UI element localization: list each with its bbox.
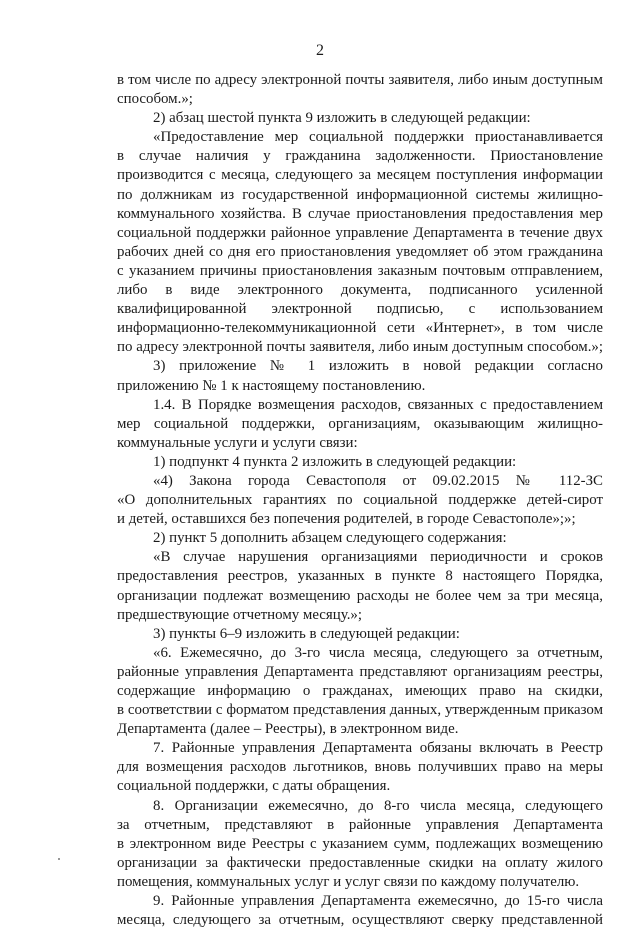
text-line: 3) приложение № 1 изложить в новой редакции согласно: [153, 358, 603, 375]
text-line: 9. Районные управления Департамента ежемесячно, до 15-го числа: [153, 893, 603, 910]
text-line: в электронном виде Реестры с указанием сумм, подлежащих возмещению: [117, 835, 603, 852]
text-line: «6. Ежемесячно, до 3-го числа месяца, следующего за отчетным,: [153, 644, 603, 661]
text-line: «О дополнительных гарантиях по социальной поддержке детей-сирот: [117, 492, 603, 509]
text-line: в соответствии с форматом представления данных, утвержденным приказом: [117, 702, 603, 719]
text-line: 2) пункт 5 дополнить абзацем следующего содержания:: [153, 530, 507, 547]
text-line: социальной поддержки районное управление Департамента в течение двух: [117, 224, 603, 241]
text-line: в случае наличия у гражданина задолженности. Приостановление: [117, 148, 603, 165]
text-line: по адресу электронной почты заявителя, либо иным доступным способом.»;: [117, 339, 603, 356]
text-line: квалифицированной электронной подписью, с использованием: [117, 301, 603, 318]
text-line: Департамента (далее – Реестры), в электронном виде.: [117, 721, 459, 738]
text-line: в том числе по адресу электронной почты заявителя, либо иным доступным: [117, 72, 603, 88]
text-line: 8. Организации ежемесячно, до 8-го числа месяца, следующего: [153, 797, 603, 814]
text-line: «Предоставление мер социальной поддержки приостанавливается: [153, 129, 603, 146]
text-line: 1.4. В Порядке возмещения расходов, связанных с предоставлением: [153, 396, 603, 413]
text-line: районные управления Департамента представляют организациям реестры,: [117, 663, 603, 680]
text-line: и детей, оставшихся без попечения родителей, в городе Севастополе»;»;: [117, 511, 576, 528]
text-line: либо в виде электронного документа, подписанного усиленной: [117, 282, 603, 299]
text-line: для возмещения расходов льготников, вновь получивших право на меры: [117, 759, 603, 776]
text-line: мер социальной поддержки, организациям, оказывающим жилищно-: [117, 415, 603, 432]
page-number: 2: [316, 42, 324, 59]
text-line: 3) пункты 6–9 изложить в следующей редакции:: [153, 625, 460, 642]
scan-speck: [58, 858, 60, 860]
text-line: по должникам из государственной информационной системы жилищно-: [117, 186, 603, 203]
text-line: месяца, следующего за отчетным, осуществляют сверку представленной: [117, 912, 603, 929]
text-line: информационно-телекоммуникационной сети «Интернет», в том числе: [117, 320, 603, 337]
text-line: помещения, коммунальных услуг и услуг связи по каждому получателю.: [117, 873, 580, 890]
text-line: способом.»;: [117, 91, 193, 108]
text-line: организации подлежат возмещению расходы не более чем за три месяца,: [117, 587, 603, 604]
text-line: за отчетным, представляют в районные управления Департамента: [117, 816, 603, 833]
text-line: предшествующие отчетному месяцу.»;: [117, 606, 362, 623]
text-line: с указанием причины приостановления заказным почтовым отправлением,: [117, 262, 603, 279]
text-line: рабочих дней со дня его приостановления уведомляет об этом гражданина: [117, 243, 603, 260]
text-line: 7. Районные управления Департамента обязаны включать в Реестр: [153, 740, 603, 757]
document-body: [117, 71, 603, 930]
text-line: производится с месяца, следующего за месяцем поступления информации: [117, 167, 603, 184]
text-line: содержащие информацию о гражданах, имеющих право на скидки,: [117, 683, 603, 699]
text-line: 1) подпункт 4 пункта 2 изложить в следующей редакции:: [153, 453, 517, 470]
text-line: «В случае нарушения организациями периодичности и сроков: [153, 549, 603, 566]
text-line: коммунальные услуги и услуги связи:: [117, 434, 358, 451]
text-line: коммунального хозяйства. В случае приостановления предоставления мер: [117, 205, 603, 222]
text-line: приложению № 1 к настоящему постановлению.: [117, 377, 426, 394]
text-line: предоставления реестров, указанных в пункте 8 настоящего Порядка,: [117, 568, 603, 585]
text-line: «4) Закона города Севастополя от 09.02.2015 № 112-ЗС: [153, 472, 603, 489]
text-line: 2) абзац шестой пункта 9 изложить в следующей редакции:: [153, 110, 531, 127]
text-line: социальной поддержки, с даты обращения.: [117, 778, 391, 795]
text-line: организации за фактически предоставленные скидки на оплату жилого: [117, 854, 603, 871]
